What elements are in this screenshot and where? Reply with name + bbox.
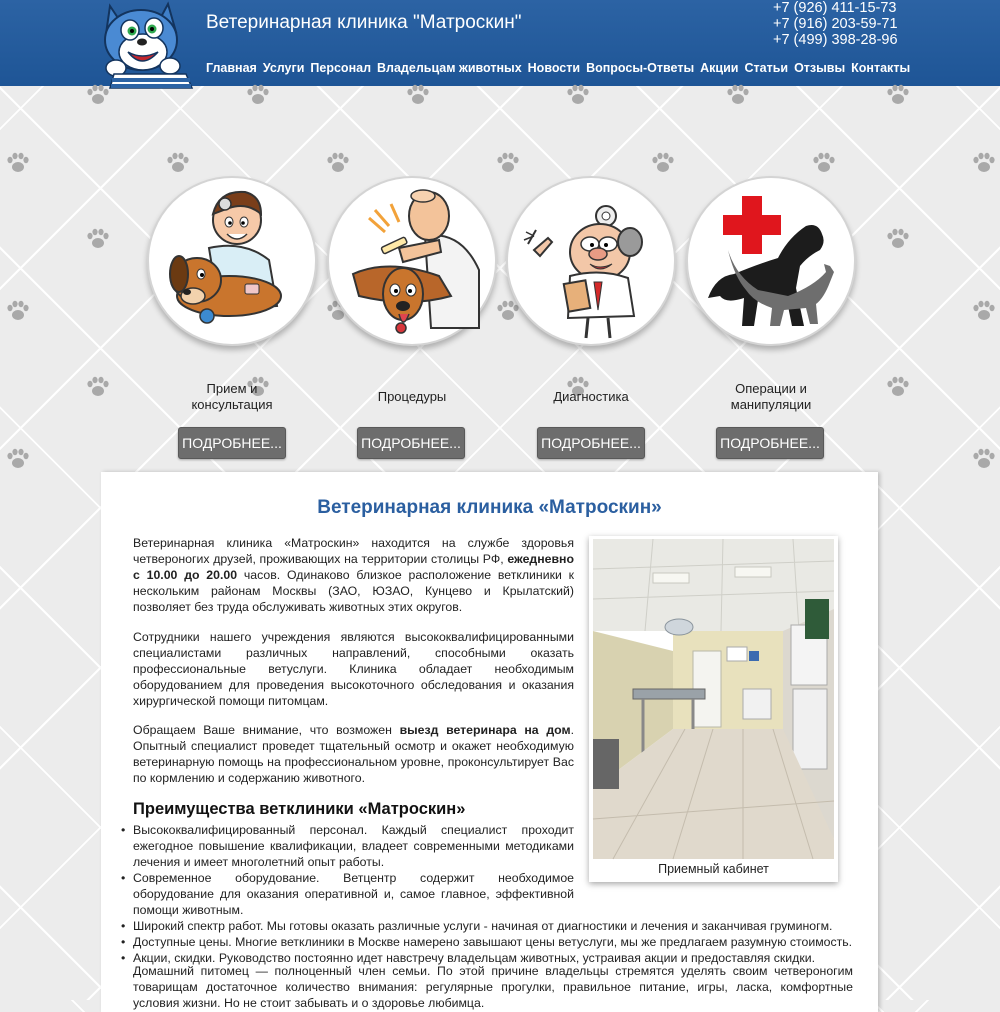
nav-item-owners[interactable]: Владельцам животных <box>377 61 522 75</box>
paw-print-icon <box>6 448 30 470</box>
nav-item-home[interactable]: Главная <box>206 61 257 75</box>
list-item: • Широкий спектр работ. Мы готовы оказать различные услуги - начиная от диагностики и лечения и заканчивая груминогм. <box>133 918 877 934</box>
more-button[interactable]: ПОДРОБНЕЕ... <box>357 427 465 459</box>
paw-print-icon <box>812 152 836 174</box>
paw-print-icon <box>886 376 910 398</box>
service-diagnostics <box>506 176 676 451</box>
doctor-clipboard-illustration-icon[interactable] <box>506 176 676 346</box>
nav-item-contacts[interactable]: Контакты <box>851 61 911 75</box>
paw-print-icon <box>86 84 110 106</box>
paw-print-icon <box>972 152 996 174</box>
staff-paragraph: Сотрудники нашего учреждения являются высококвалифицированными специалистами различных направлений, способными оказать профессиональные ветуслуги. Клиника обладает необходимым оборудованием для проведения высокоточного обследования и оказания хирургической помощи питомцам. <box>133 630 574 708</box>
phone-number[interactable]: +7 (916) 203-59-71 <box>773 16 898 32</box>
more-button[interactable]: ПОДРОБНЕЕ... <box>537 427 645 459</box>
paw-print-icon <box>566 84 590 106</box>
advantages-heading: Преимущества ветклиники «Матроскин» <box>133 800 466 818</box>
paw-print-icon <box>726 84 750 106</box>
intro-paragraph: Ветеринарная клиника «Матроскин» находится на службе здоровья четвероногих друзей, проживающих на территории столицы РФ, ежедневно с 10.00 до 20.00 часов. Одинаково близкое расположение ветклиники к нескольким районам Москвы (ЗАО, ЮЗАО, Кунцево и Крылатский) позволяет без труда обслуживать животных этих округов. <box>133 536 575 614</box>
service-title: Процедуры <box>377 389 447 404</box>
nav-item-news[interactable]: Новости <box>527 61 581 75</box>
site-header <box>0 0 1000 86</box>
service-procedures <box>327 176 497 451</box>
phone-number[interactable]: +7 (926) 411-15-73 <box>773 0 897 16</box>
paw-print-icon <box>6 152 30 174</box>
photo-caption: Приемный кабинет <box>658 862 769 876</box>
paw-print-icon <box>86 228 110 250</box>
list-item: • Доступные цены. Многие ветклиники в Москве намерено завышают цены ветуслуги, мы же предлагаем разумную стоимость. <box>133 934 877 950</box>
exam-room-photo[interactable] <box>593 539 834 859</box>
list-item: • Акции, скидки. Руководство постоянно идет навстречу владельцам животных, устраивая акции и предоставляя скидки. <box>133 950 877 966</box>
list-item: • Высококвалифицированный персонал. Каждый специалист проходит ежегодное повышение квалификации, владеет современными методиками лечения и имеет многолетний опыт работы. <box>133 822 574 870</box>
nav-item-reviews[interactable]: Отзывы <box>794 61 846 75</box>
more-button[interactable]: ПОДРОБНЕЕ... <box>716 427 824 459</box>
pet-family-paragraph: Домашний питомец — полноценный член семьи. По этой причине владельцы стремятся уделять своим четвероногим товарищам достаточное количество внимания: регулярные прогулки, правильное питание, игры, ласка, комфортные условия жизни. Но не стоит забывать и о здоровье любимца. <box>133 964 853 1010</box>
paw-print-icon <box>972 448 996 470</box>
paw-print-icon <box>326 152 350 174</box>
nav-item-staff[interactable]: Персонал <box>310 61 372 75</box>
service-title: Операции и манипуляции <box>730 381 812 412</box>
nav-item-promotions[interactable]: Акции <box>700 61 739 75</box>
cat-logo-icon[interactable] <box>96 0 206 88</box>
nav-item-articles[interactable]: Статьи <box>744 61 789 75</box>
home-visit-paragraph: Обращаем Ваше внимание, что возможен выезд ветеринара на дом. Опытный специалист проведет тщательный осмотр и окажет необходимую ветеринарную помощь на профессиональном уровне, проконсультирует Вас по кормлению и содержанию животного. <box>133 723 574 785</box>
nav-item-services[interactable]: Услуги <box>262 61 305 75</box>
paw-print-icon <box>496 152 520 174</box>
paw-print-icon <box>6 300 30 322</box>
paw-print-icon <box>651 152 675 174</box>
phone-list <box>773 0 973 48</box>
service-consultation <box>147 176 317 451</box>
vet-with-dog-illustration-icon[interactable] <box>147 176 317 346</box>
paw-print-icon <box>886 84 910 106</box>
main-nav <box>206 61 916 75</box>
paw-print-icon <box>166 152 190 174</box>
paw-print-icon <box>86 376 110 398</box>
nav-item-faq[interactable]: Вопросы-Ответы <box>586 61 695 75</box>
paw-print-icon <box>972 300 996 322</box>
red-cross-dog-cat-icon[interactable] <box>686 176 856 346</box>
paw-print-icon <box>246 84 270 106</box>
procedure-injection-illustration-icon[interactable] <box>327 176 497 346</box>
list-item: • Современное оборудование. Ветцентр содержит необходимое оборудование для оказания оперативной и, самое главное, эффективной помощи животным. <box>133 870 574 918</box>
content-card <box>101 472 878 1012</box>
site-title[interactable]: Ветеринарная клиника "Матроскин" <box>206 12 522 33</box>
service-title: Диагностика <box>553 389 629 404</box>
clinic-photo-frame <box>589 536 838 882</box>
phone-number[interactable]: +7 (499) 398-28-96 <box>773 32 898 48</box>
service-operations <box>686 176 856 451</box>
paw-print-icon <box>886 228 910 250</box>
page-title: Ветеринарная клиника «Матроскин» <box>317 497 662 518</box>
more-button[interactable]: ПОДРОБНЕЕ... <box>178 427 286 459</box>
service-title: Прием и консультация <box>191 381 273 412</box>
paw-print-icon <box>406 84 430 106</box>
